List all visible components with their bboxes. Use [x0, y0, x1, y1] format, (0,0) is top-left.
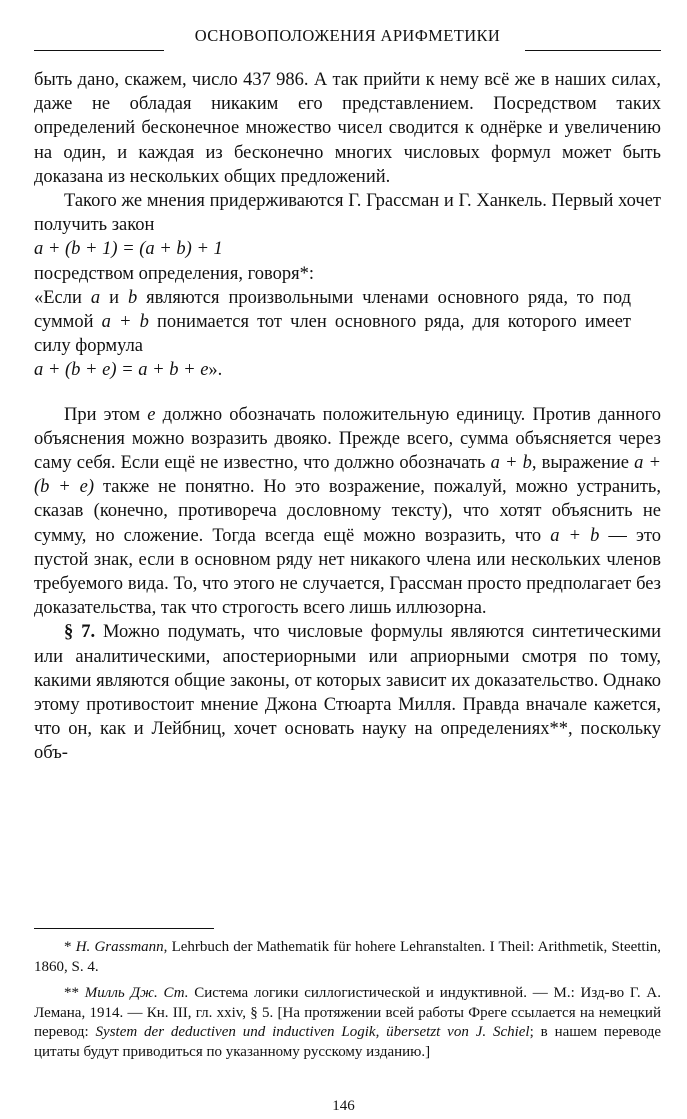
paragraph-4: При этом e должно обозначать положительную единицу. Против данного объяснения можно возразить двояко. Прежде всего, сумма объясняется через саму себя. Если ещё не известно, что должно обозначать a + b, выражение a + (b + e) также не понятно. Но это возражение, пожалуй, можно устранить, сказав (конечно, противореча дословному тексту), что хотят объяснить не сумму, но сложение. Тогда всегда ещё можно возразить, что a + b — это пустой знак, если в основном ряду нет никакого члена или нескольких членов требуемого вида. То, что этого не случается, Грассман просто предполагает без доказательства, так что строгость всего лишь иллюзорна.	[34, 404, 662, 619]
paragraph-3: посредством определения, говоря*:	[34, 263, 314, 284]
paragraph-2: Такого же мнения придерживаются Г. Грассман и Г. Ханкель. Первый хочет получить закон	[34, 191, 661, 236]
footnote-rule	[34, 928, 214, 929]
formula-grassmann-law: a + (b + 1) = (a + b) + 1	[34, 239, 223, 260]
main-text	[34, 68, 661, 766]
quote-formula: a + (b + e) = a + b + e	[34, 360, 209, 381]
paragraph-5: § 7. Можно подумать, что числовые формулы являются синтетическими или аналитическими, апостериорными или априорными смотря по тому, какими являются общие законы, от которых зависит их доказательство. Однако этому противостоит мнение Джона Стюарта Милля. Правда вначале кажется, что он, как и Лейбниц, хочет основать науку на определениях**, поскольку объ-	[34, 622, 662, 764]
running-title: ОСНОВОПОЛОЖЕНИЯ АРИФМЕТИКИ	[194, 26, 501, 45]
footnote-1: * H. Grassmann, Lehrbuch der Mathematik für hohere Lehranstalten. I Theil: Arithmetik, Steettin, 1860, S. 4.	[34, 939, 662, 975]
block-quote: «Если a и b являются произвольными членами основного ряда, то под суммой a + b понимается тот член основного ряда, для которого имеет силу формула a + (b + e) = a + b + e».	[34, 287, 631, 381]
section-number: § 7.	[64, 622, 96, 643]
paragraph-1: быть дано, скажем, число 437 986. А так прийти к нему всё же в наших силах, даже не обладая никаким его представлением. Посредством таких определений бесконечное множество чисел сводится к однёрке и увеличению на один, и каждая из бесконечно многих числовых формул может быть доказана из нескольких общих предложений.	[34, 70, 661, 187]
page-number: 146	[332, 1098, 355, 1114]
footnotes	[34, 938, 661, 1062]
footnote-2: ** Милль Дж. Ст. Система логики силлогистической и индуктивной. — М.: Изд-во Г. А. Лемана, 1914. — Кн. III, гл. xxiv, § 5. [На протяжении всей работы Фреге ссылается на немецкий перевод: System der deductiven und inductiven Logik, übersetzt von J. Schiel; в нашем переводе цитаты будут приводиться по указанному русскому изданию.]	[34, 985, 661, 1060]
header-rule-left	[34, 50, 164, 51]
header-rule-right	[525, 50, 661, 51]
